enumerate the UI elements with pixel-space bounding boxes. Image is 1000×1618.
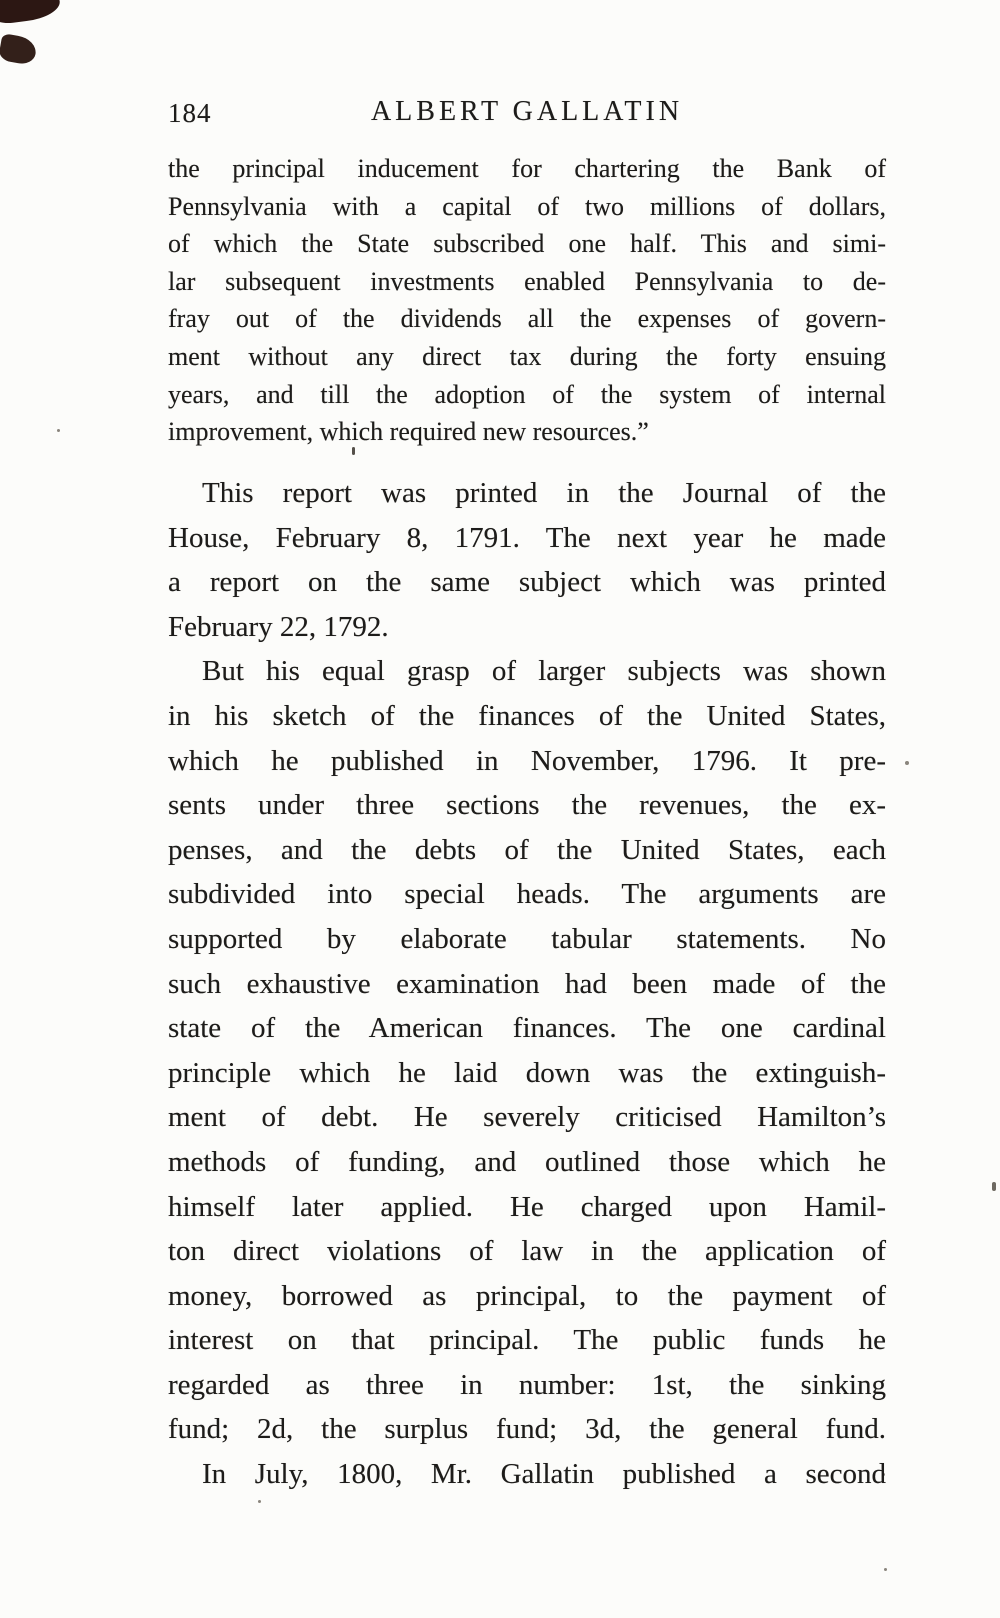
text-line: in his sketch of the finances of the United States,: [168, 699, 886, 732]
text-line: state of the American finances. The one cardinal: [168, 1012, 886, 1045]
text-line: Pennsylvania with a capital of two millions of dollars,: [168, 191, 886, 221]
text-line: penses, and the debts of the United States, each: [168, 833, 886, 866]
text-line: principle which he laid down was the extinguish-: [168, 1056, 886, 1089]
text-line: of which the State subscribed one half. This and simi-: [168, 229, 886, 259]
paragraph: [168, 649, 886, 1452]
text-line: interest on that principal. The public funds he: [168, 1324, 886, 1357]
text-line: regarded as three in number: 1st, the sinking: [168, 1368, 886, 1401]
text-line: years, and till the adoption of the system of internal: [168, 379, 886, 409]
text-line: February 22, 1792.: [168, 610, 389, 643]
text-line: the principal inducement for chartering the Bank of: [168, 154, 886, 183]
text-line: But his equal grasp of larger subjects was shown: [202, 655, 886, 688]
text-line: himself later applied. He charged upon Hamil-: [168, 1190, 886, 1223]
text-line: This report was printed in the Journal of the: [202, 477, 886, 509]
text-line: ment of debt. He severely criticised Hamilton’s: [168, 1101, 886, 1134]
text-line: ton direct violations of law in the application of: [168, 1235, 886, 1268]
scan-speck: [57, 429, 60, 432]
scan-speck: [992, 1182, 996, 1191]
text-line: improvement, which required new resources.”: [168, 417, 649, 447]
page-number: 184: [168, 98, 212, 128]
text-line: House, February 8, 1791. The next year he made: [168, 521, 886, 554]
ink-smudge: [0, 0, 62, 25]
scan-speck: [905, 761, 909, 765]
text-line: such exhaustive examination had been made of the: [168, 967, 886, 1000]
text-line: a report on the same subject which was printed: [168, 566, 886, 599]
scan-speck: [884, 1568, 887, 1571]
text-line: money, borrowed as principal, to the payment of: [168, 1279, 886, 1312]
text-line: fray out of the dividends all the expenses of govern-: [168, 304, 886, 334]
ink-smudge: [0, 33, 38, 66]
text-line: ment without any direct tax during the forty ensuing: [168, 341, 886, 371]
quoted-excerpt: [168, 150, 886, 451]
text-line: which he published in November, 1796. It pre-: [168, 744, 886, 777]
paragraph: [168, 471, 886, 649]
text-line: In July, 1800, Mr. Gallatin published a second: [202, 1458, 886, 1491]
running-header: ALBERT GALLATIN: [370, 96, 684, 127]
text-line: sents under three sections the revenues, the ex-: [168, 789, 886, 822]
scan-speck: [258, 1500, 261, 1503]
text-line: methods of funding, and outlined those which he: [168, 1145, 886, 1178]
body-text: [168, 471, 886, 1497]
text-line: lar subsequent investments enabled Pennsylvania to de-: [168, 266, 886, 296]
text-line: subdivided into special heads. The arguments are: [168, 878, 886, 911]
text-line: supported by elaborate tabular statements. No: [168, 922, 886, 955]
paragraph: [168, 1452, 886, 1497]
text-line: fund; 2d, the surplus fund; 3d, the general fund.: [168, 1413, 886, 1446]
